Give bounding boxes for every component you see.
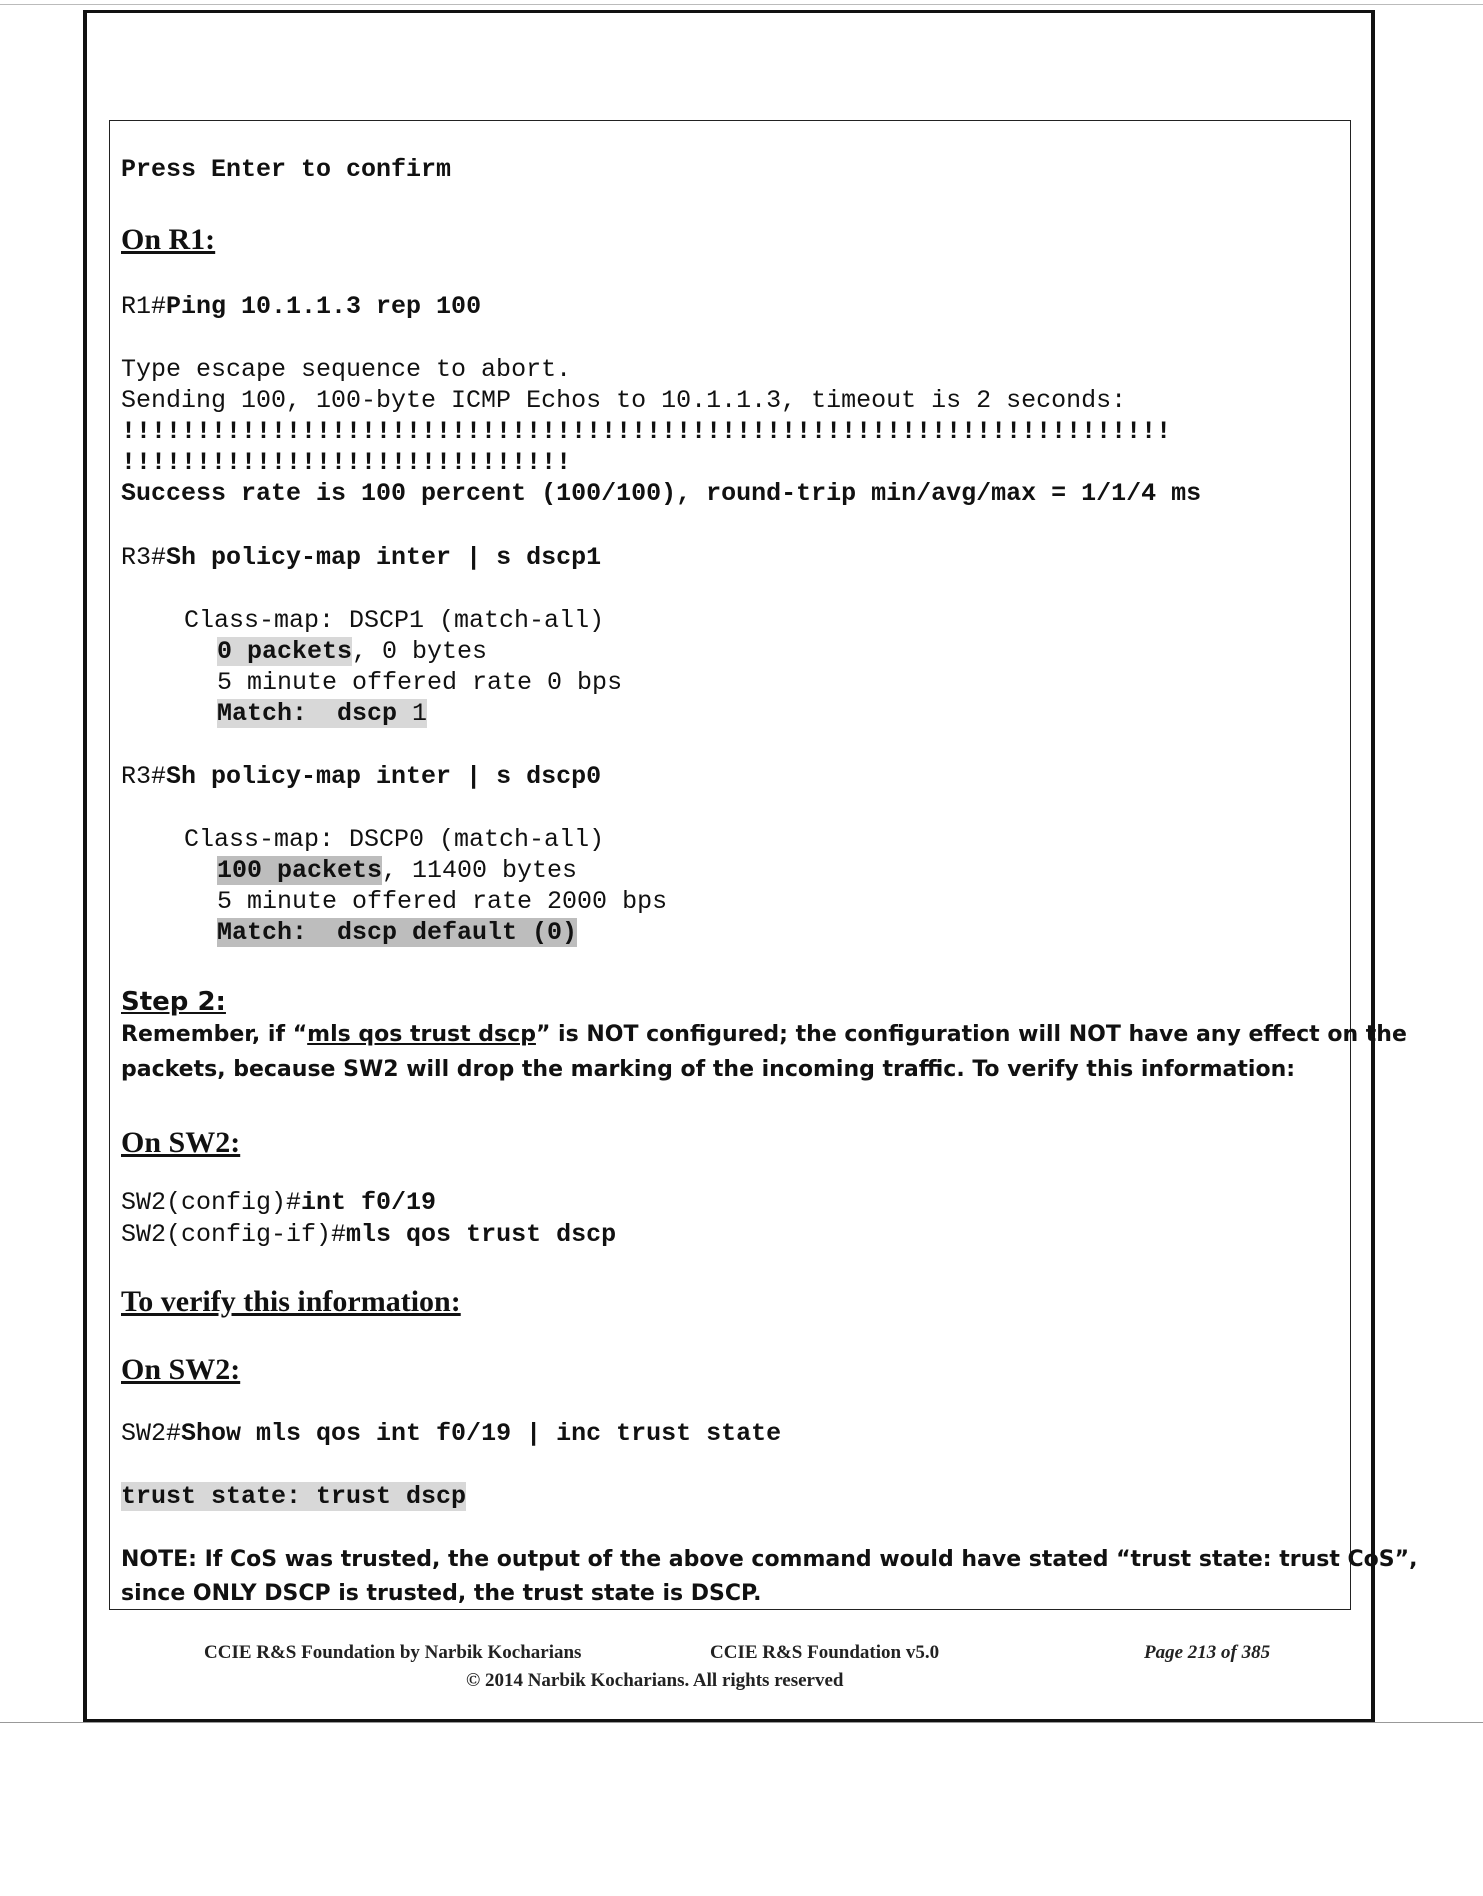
sw2-show-cmd: Show mls qos int f0/19 | inc trust state [181,1419,782,1448]
r3-command-dscp1 [121,543,601,572]
r1-cmd: Ping 10.1.1.3 rep 100 [166,292,482,321]
scan-line-bottom [0,1722,1483,1723]
success-line: Success rate is 100 percent (100/100), round-trip min/avg/max = 1/1/4 ms [121,479,1202,508]
scan-line-top [0,4,1483,5]
press-enter-line: Press Enter to confirm [121,155,452,184]
footer-page-number: Page 213 of 385 [1144,1642,1271,1663]
r1-prompt: R1# [121,292,167,321]
note-line-2: since ONLY DSCP is trusted, the trust state is DSCP. [121,1581,762,1606]
remember-line-2: packets, because SW2 will drop the marking of the incoming traffic. To verify this information: [121,1057,1296,1082]
match1-rest: 1 [397,699,428,728]
r1-ping-command [121,292,481,321]
bytes1: , 0 bytes [352,637,488,666]
sw2-prompt: SW2# [121,1419,182,1448]
trust-state-highlight: trust state: trust dscp [121,1482,467,1511]
r3-prompt-2: R3# [121,762,167,791]
to-verify-heading: To verify this information: [121,1285,461,1318]
footer-left: CCIE R&S Foundation by Narbik Kocharians [204,1642,582,1663]
on-r1-heading: On R1: [121,223,216,256]
sending-line: Sending 100, 100-byte ICMP Echos to 10.1.1.3, timeout is 2 seconds: [121,386,1127,415]
bang-line-1: !!!!!!!!!!!!!!!!!!!!!!!!!!!!!!!!!!!!!!!!!!!!!!!!!!!!!!!!!!!!!!!!!!!!!! [121,417,1172,446]
class-map-dscp1: Class-map: DSCP1 (match-all) [184,606,605,635]
sw2-config-if-cmd: mls qos trust dscp [346,1220,617,1249]
trust-state-output [121,1482,466,1511]
type-escape-line: Type escape sequence to abort. [121,355,572,384]
r3-command-dscp0 [121,762,601,791]
remember-b: ” is NOT configured; the configuration will NOT have any effect on the [535,1022,1407,1047]
packets-dscp1 [217,637,487,666]
sw2-config-if-prompt: SW2(config-if)# [121,1220,347,1249]
r3-prompt-1: R3# [121,543,167,572]
match1-highlight: Match: dscp [217,699,398,728]
sw2-show-line [121,1419,781,1448]
class-map-dscp0: Class-map: DSCP0 (match-all) [184,825,605,854]
remember-cmd: mls qos trust dscp [307,1022,536,1047]
bytes0: , 11400 bytes [382,856,578,885]
r3-cmd-2: Sh policy-map inter | s dscp0 [166,762,602,791]
on-sw2-heading-1: On SW2: [121,1126,241,1159]
match0-highlight: Match: dscp default (0) [217,918,578,947]
rate-dscp1: 5 minute offered rate 0 bps [217,668,623,697]
sw2-config-if-line [121,1220,616,1249]
sw2-config-prompt: SW2(config)# [121,1188,302,1217]
r3-cmd-1: Sh policy-map inter | s dscp1 [166,543,602,572]
rate-dscp0: 5 minute offered rate 2000 bps [217,887,668,916]
sw2-config-cmd: int f0/19 [301,1188,437,1217]
sw2-config-line [121,1188,436,1217]
bang-line-2: !!!!!!!!!!!!!!!!!!!!!!!!!!!!!! [121,448,572,477]
remember-line-1 [121,1022,1407,1047]
step-2-heading: Step 2: [121,987,226,1017]
match-dscp0 [217,918,577,947]
match-dscp1 [217,699,427,728]
footer-middle: CCIE R&S Foundation v5.0 [710,1642,940,1663]
packets0-highlight: 100 packets [217,856,383,885]
on-sw2-heading-2: On SW2: [121,1353,241,1386]
remember-a: Remember, if “ [121,1022,308,1047]
note-line-1: NOTE: If CoS was trusted, the output of the above command would have stated “trust state: trust CoS”, [121,1547,1418,1572]
packets-dscp0 [217,856,577,885]
footer-copyright: © 2014 Narbik Kocharians. All rights reserved [466,1670,844,1691]
packets1-highlight: 0 packets [217,637,353,666]
